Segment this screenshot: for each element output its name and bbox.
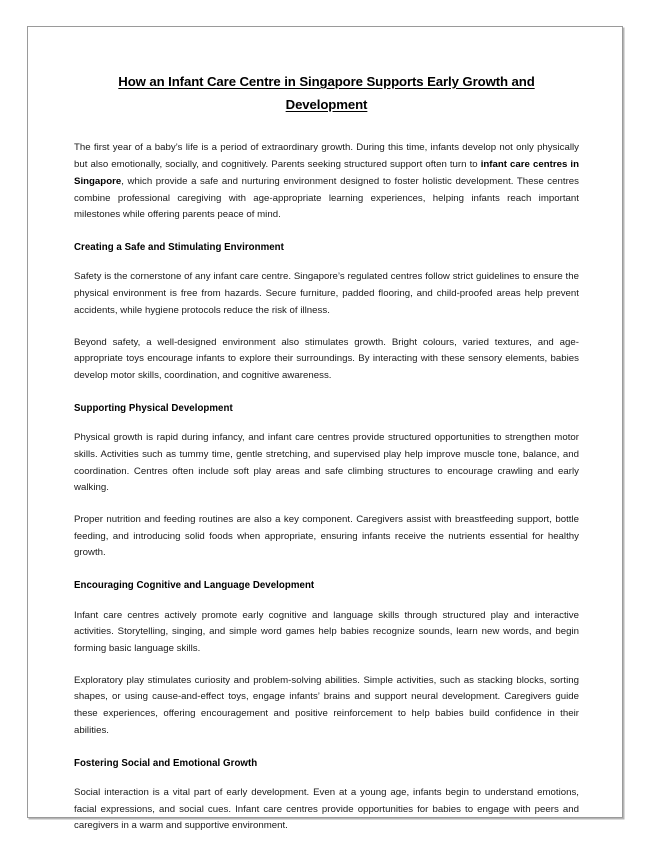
- spacer: [74, 255, 579, 269]
- section-1-paragraph-2: Beyond safety, a well-designed environment also stimulates growth. Bright colours, varied textures, and age-appropriate toys encourage infants to explore their surroundings. By interacting with these sensory elements, babies develop motor skills, coordination, and cognitive awareness.: [74, 336, 579, 381]
- spacer: [74, 497, 579, 512]
- section-4-paragraph-1: Social interaction is a vital part of early development. Even at a young age, infants begin to understand emotions, facial expressions, and social cues. Infant care centres provide opportunities for babies to engage with peers and caregivers in a warm and supportive environment.: [74, 787, 579, 832]
- intro-text-after-emphasis: , which provide a safe and nurturing environment designed to foster holistic development. These centres combine professional caregiving with age-appropriate learning experiences, helping infants reach important milestones while offering parents peace of mind.: [74, 175, 579, 221]
- section-heading-3: Encouraging Cognitive and Language Development: [74, 580, 315, 592]
- document-page: [27, 26, 623, 832]
- section-heading-2: Supporting Physical Development: [74, 402, 233, 414]
- page-title-line-1: [81, 71, 572, 94]
- spacer: [74, 116, 579, 140]
- spacer: [74, 224, 579, 240]
- page-title-line-2-text: Development: [285, 96, 368, 112]
- document-content: [74, 71, 579, 835]
- spacer: [74, 594, 579, 608]
- spacer: [74, 562, 579, 578]
- section-3-paragraph-2: Exploratory play stimulates curiosity and problem-solving abilities. Simple activities, such as stacking blocks, sorting shapes, or using cause-and-effect toys, engage infants’ brains and support neural development. Caregivers guide these experiences, offering encouragement and positive reinforcement to help babies build confidence in their abilities.: [74, 674, 579, 736]
- spacer: [74, 771, 579, 785]
- section-heading-1: Creating a Safe and Stimulating Environment: [74, 241, 284, 253]
- page-title-line-2: [81, 94, 572, 117]
- intro-paragraph: [74, 140, 579, 224]
- section-2-paragraph-1: Physical growth is rapid during infancy, and infant care centres provide structured opportunities to strengthen motor skills. Activities such as tummy time, gentle stretching, and supervised play help improve muscle tone, balance, and coordination. Centres often include soft play areas and safe climbing structures to encourage crawling and early walking.: [74, 432, 579, 494]
- spacer: [74, 658, 579, 673]
- spacer: [74, 320, 579, 335]
- spacer: [74, 416, 579, 430]
- section-3-paragraph-1: Infant care centres actively promote early cognitive and language skills through structured play and interactive activities. Storytelling, singing, and simple word games help babies recognize sounds, learn new words, and begin forming basic language skills.: [74, 609, 579, 655]
- intro-emphasis-keyword: infant care centres in Singapore: [74, 159, 579, 187]
- intro-text-before-emphasis: The first year of a baby’s life is a period of extraordinary growth. During this time, infants develop not only physically but also emotionally, socially, and cognitively. Parents seeking structured support often turn to: [74, 142, 579, 171]
- spacer: [74, 385, 579, 401]
- page-title: [74, 71, 579, 116]
- section-1-paragraph-1: Safety is the cornerstone of any infant care centre. Singapore’s regulated centres follow strict guidelines to ensure the physical environment is free from hazards. Secure furniture, padded flooring, and child-proofed areas help prevent accidents, while hygiene protocols reduce the risk of illness.: [74, 271, 579, 316]
- page-title-line-1-text: How an Infant Care Centre in Singapore Supports Early Growth and: [118, 74, 535, 89]
- section-heading-4: Fostering Social and Emotional Growth: [74, 757, 258, 769]
- section-2-paragraph-2: Proper nutrition and feeding routines are also a key component. Caregivers assist with breastfeeding support, bottle feeding, and introducing solid foods when appropriate, ensuring infants receive the nutrients essential for healthy growth.: [74, 513, 579, 559]
- spacer: [74, 740, 579, 756]
